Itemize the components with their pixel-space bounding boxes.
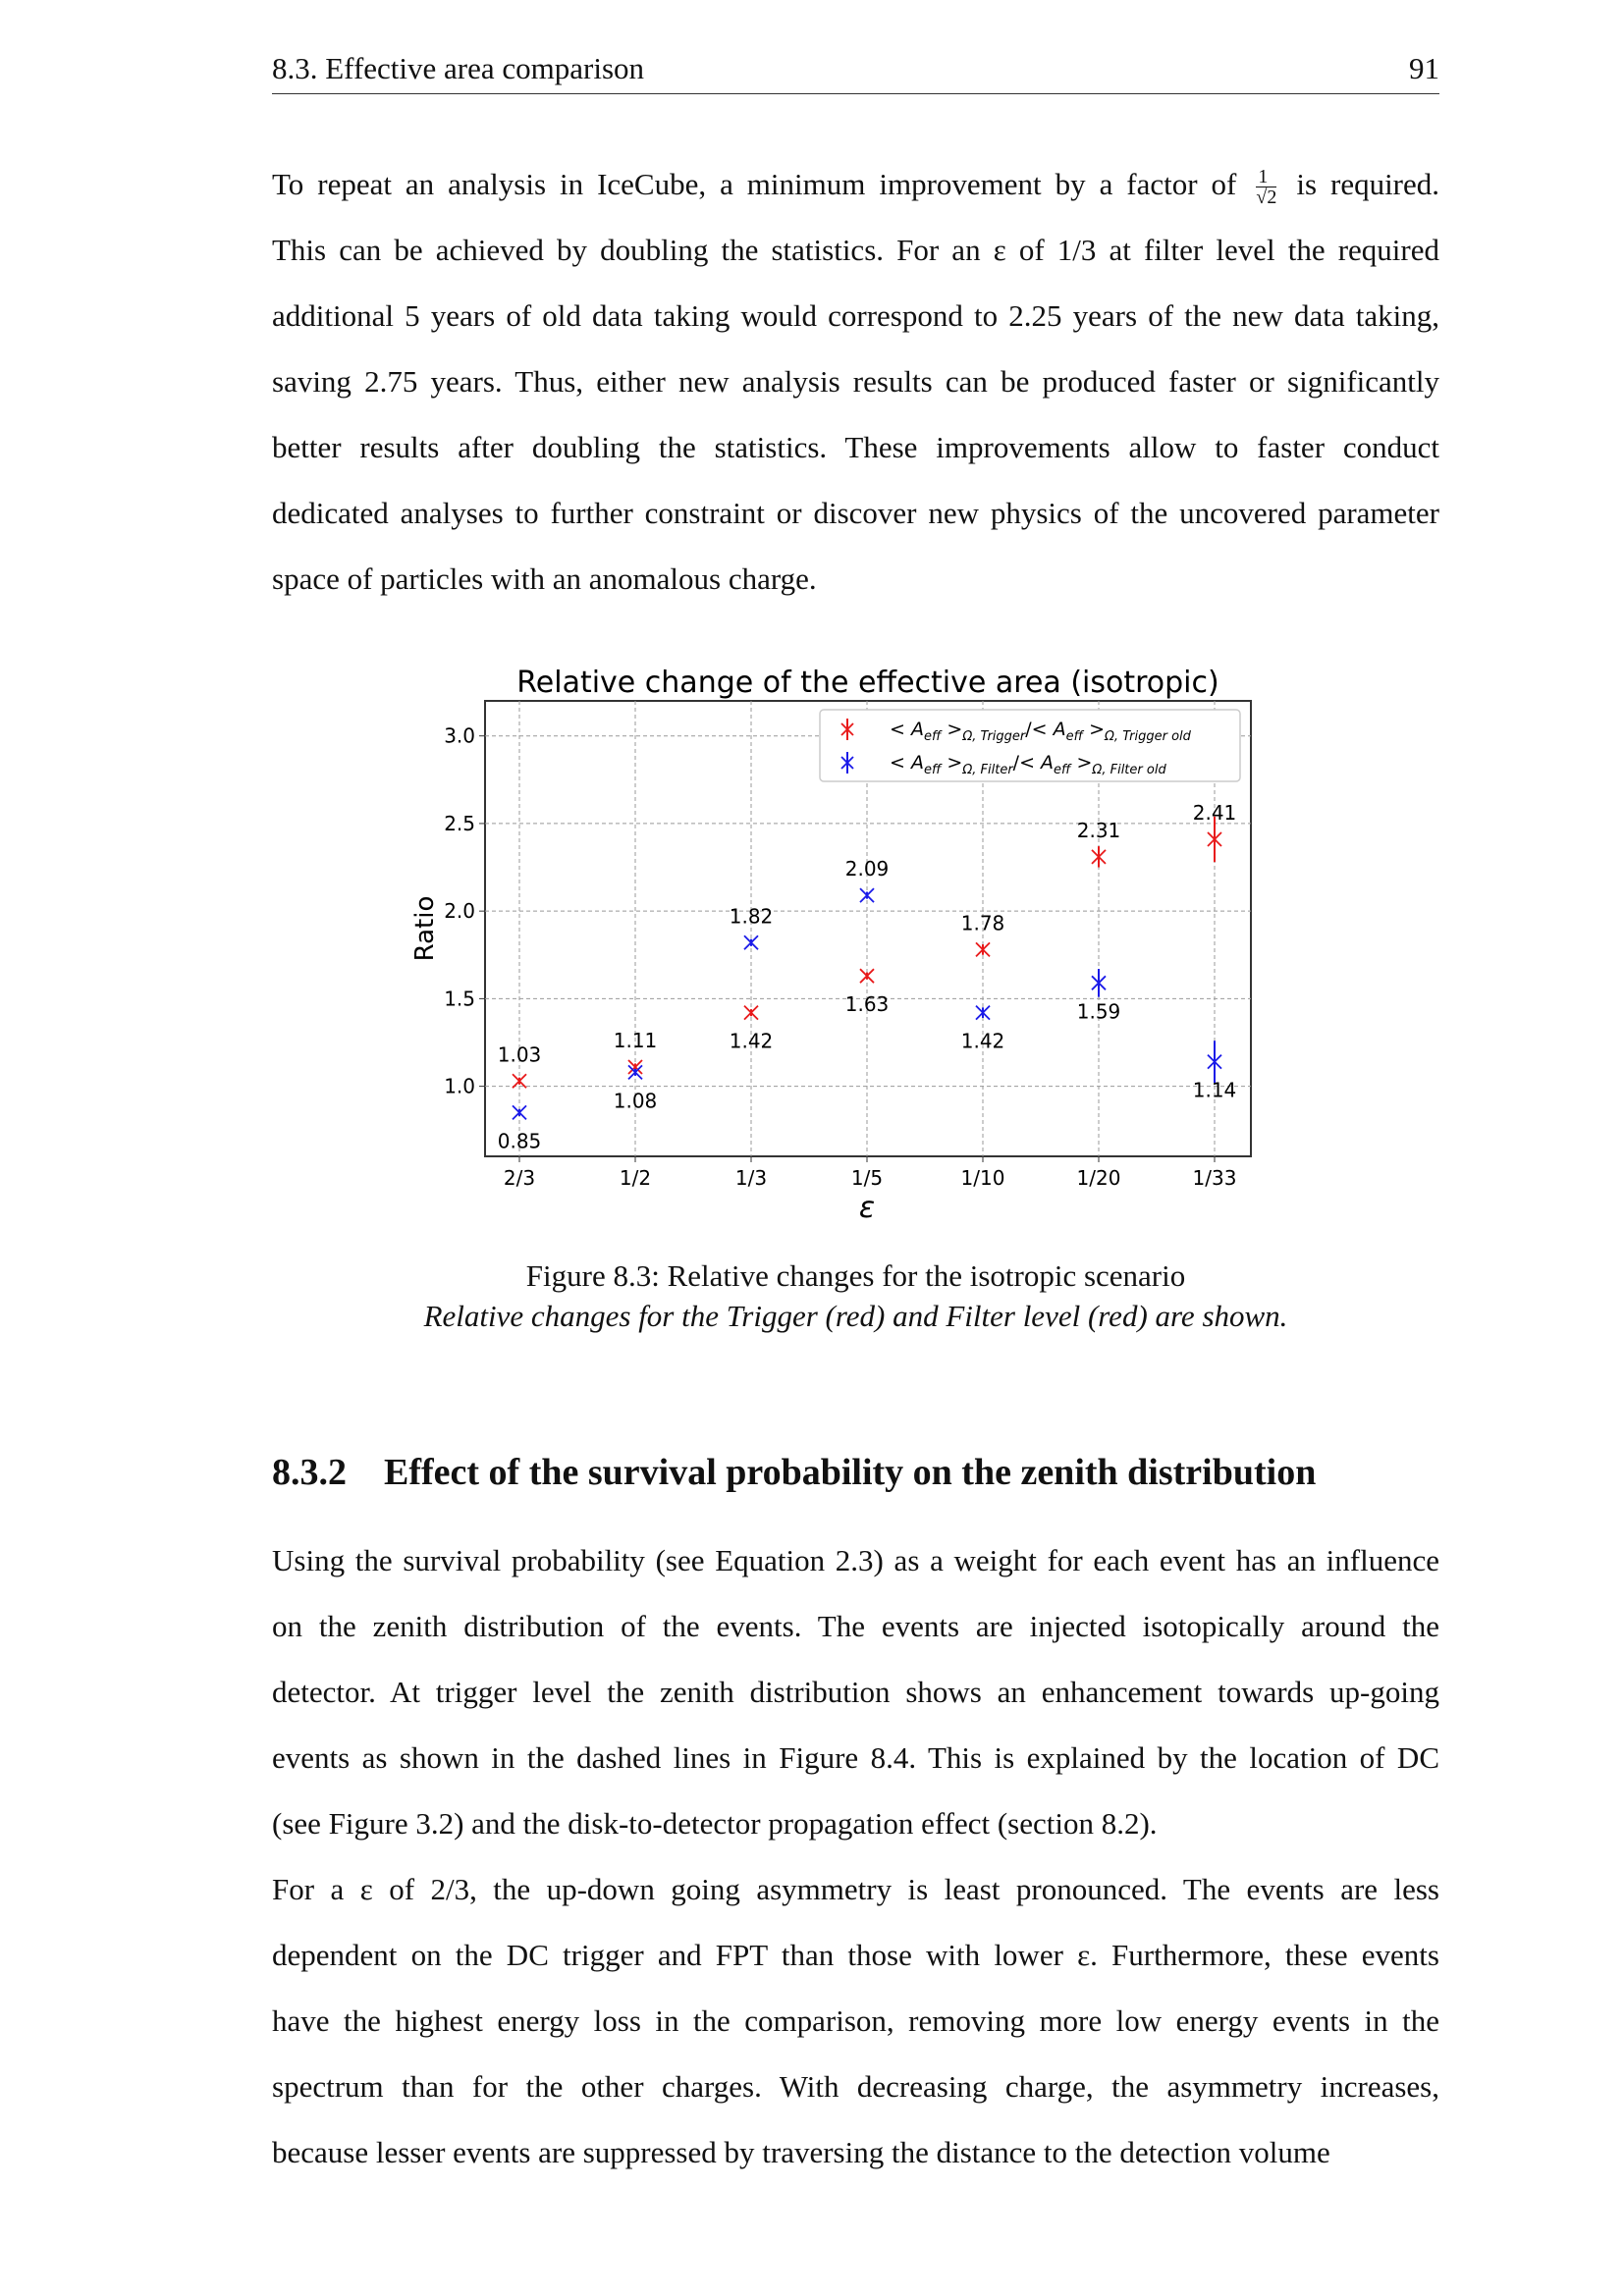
legend-text-part: > [1083, 719, 1105, 740]
paragraph-line: spectrum than for the other charges. With decreasing charge, the asymmetry increases, [272, 2069, 1439, 2104]
legend-text-part: eff [923, 763, 942, 777]
paragraph-3 [272, 1870, 1439, 2199]
data-label: 1.08 [613, 1089, 658, 1113]
data-label: 1.59 [1076, 999, 1121, 1024]
x-tick-label: 1/33 [1192, 1166, 1237, 1190]
y-axis-label: Ratio [410, 895, 440, 962]
legend-text-part: eff [1054, 763, 1071, 777]
paragraph-line: detector. At trigger level the zenith distribution shows an enhancement towards up-going [272, 1675, 1439, 1709]
paragraph-line: better results after doubling the statistics. These improvements allow to faster conduct [272, 430, 1439, 464]
x-tick-label: 1/3 [734, 1166, 768, 1190]
paragraph-line: dependent on the DC trigger and FPT than those with lower ε. Furthermore, these events [272, 1938, 1439, 1972]
data-label: 1.82 [729, 904, 774, 929]
legend-text-part: A [1053, 719, 1066, 740]
section-number: 8.3.2 [272, 1452, 347, 1493]
x-tick-label: 2/3 [503, 1166, 536, 1190]
section-title: Effect of the survival probability on the zenith distribution [384, 1452, 1317, 1493]
legend-text-part: eff [1065, 729, 1084, 744]
paragraph-line: Using the survival probability (see Equation 2.3) as a weight for each event has an influence [272, 1543, 1439, 1577]
paragraph-line: saving 2.75 years. Thus, either new analysis results can be produced faster or significantly [272, 364, 1439, 399]
x-tick-label: 1/2 [619, 1166, 652, 1190]
y-tick-label: 1.5 [444, 987, 475, 1011]
paragraph-line: dedicated analyses to further constraint or discover new physics of the uncovered parameter [272, 496, 1439, 530]
header-section: 8.3. Effective area comparison [272, 51, 645, 85]
legend-text-part: < [890, 752, 911, 774]
x-tick-label: 1/5 [850, 1166, 884, 1190]
data-label: 1.42 [729, 1029, 774, 1053]
data-label: 2.09 [844, 857, 890, 881]
legend-text-part: > [941, 752, 963, 774]
data-label: 0.85 [497, 1129, 542, 1153]
paragraph-line: (see Figure 3.2) and the disk-to-detector propagation effect (section 8.2). [272, 1806, 1158, 1841]
legend-text-part: Ω, Filter [962, 763, 1013, 777]
paragraph-line: This can be achieved by doubling the statistics. For an ε of 1/3 at filter level the required [272, 233, 1439, 267]
data-label: 2.31 [1076, 818, 1121, 842]
legend-text-part: Ω, Trigger [962, 729, 1026, 744]
data-label: 1.63 [844, 992, 890, 1017]
data-label: 1.14 [1192, 1078, 1237, 1102]
legend-text-part: A [1041, 752, 1055, 774]
figure-caption: Figure 8.3: Relative changes for the isotropic scenario [525, 1258, 1186, 1293]
paragraph-line: events as shown in the dashed lines in Figure 8.4. This is explained by the location of DC [272, 1740, 1439, 1775]
page-number: 91 [1409, 51, 1439, 85]
x-tick-label: 1/10 [960, 1166, 1005, 1190]
paragraph-line: on the zenith distribution of the events. The events are injected isotopically around the [272, 1609, 1439, 1643]
paragraph-line: additional 5 years of old data taking would correspond to 2.25 years of the new data taking, [272, 298, 1439, 333]
section-heading [272, 1451, 1316, 1494]
paragraph-2 [272, 1541, 1439, 1870]
y-tick-label: 2.5 [444, 811, 475, 835]
legend-text-part: Ω, Trigger old [1105, 729, 1191, 744]
text: To repeat an analysis in IceCube, a minimum improvement by a factor of [272, 167, 1237, 201]
x-tick-label: 1/20 [1076, 1166, 1121, 1190]
data-label: 1.78 [960, 911, 1005, 935]
legend-text-part: Ω, Filter old [1092, 763, 1166, 777]
y-tick-label: 1.0 [444, 1074, 475, 1098]
y-tick-label: 2.0 [444, 899, 475, 924]
y-tick-label: 3.0 [444, 723, 475, 748]
chart-title: Relative change of the effective area (isotropic) [516, 666, 1219, 700]
data-label: 1.42 [960, 1029, 1005, 1053]
paragraph-line: because lesser events are suppressed by traversing the distance to the detection volume [272, 2135, 1330, 2169]
legend-text-part: /< [1012, 752, 1042, 774]
legend-text-part: < [890, 719, 911, 740]
legend-text-part: A [910, 719, 924, 740]
paragraph-line: have the highest energy loss in the comparison, removing more low energy events in the [272, 2003, 1439, 2038]
legend-text-part: > [1070, 752, 1093, 774]
data-label: 1.11 [613, 1028, 658, 1052]
data-label: 2.41 [1192, 800, 1237, 825]
fraction-numerator: 1 [1256, 167, 1276, 187]
paragraph-line: space of particles with an anomalous charge. [272, 561, 817, 596]
legend-text-part: A [910, 752, 924, 774]
legend-text-part: /< [1025, 719, 1054, 740]
text: is required. [1296, 167, 1440, 201]
legend-text-part: > [941, 719, 963, 740]
paragraph-line: For a ε of 2/3, the up-down going asymmetry is least pronounced. The events are less [272, 1872, 1439, 1906]
legend-text-part: eff [923, 729, 942, 744]
fraction-denominator: √2 [1256, 187, 1277, 209]
figure-caption-subtitle: Relative changes for the Trigger (red) and Filter level (red) are shown. [423, 1299, 1288, 1333]
x-axis-label: ε [858, 1191, 876, 1225]
data-label: 1.03 [497, 1042, 542, 1067]
